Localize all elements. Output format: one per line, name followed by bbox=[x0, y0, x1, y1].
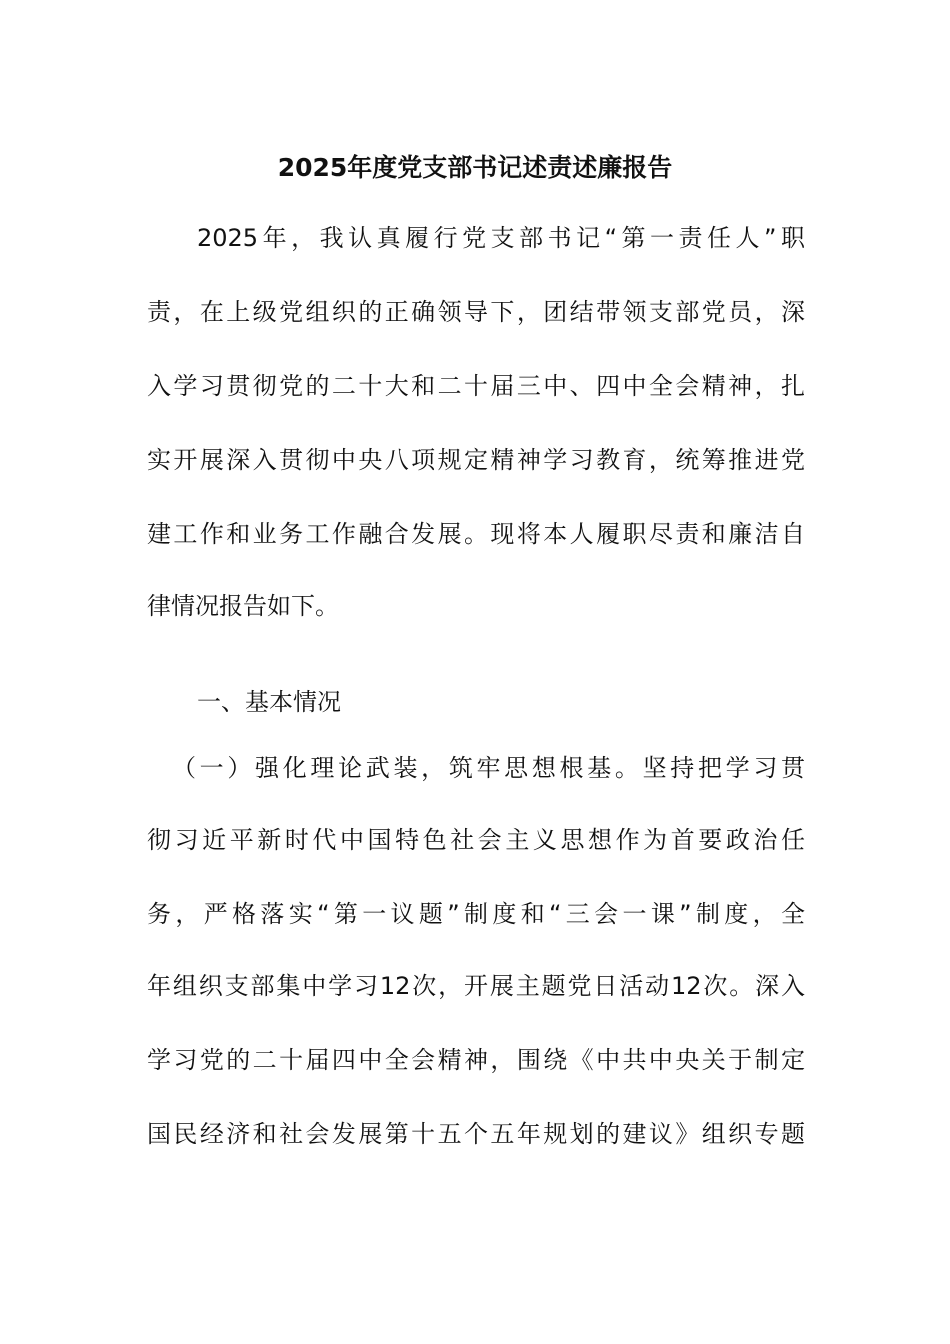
paragraph-line: 年组织支部集中学习12次，开展主题党日活动12次。深入 bbox=[147, 972, 805, 1000]
paragraph-line: 学习党的二十届四中全会精神，围绕《中共中央关于制定 bbox=[147, 1046, 805, 1074]
paragraph-line: 律情况报告如下。 bbox=[147, 592, 339, 620]
paragraph-line: 实开展深入贯彻中央八项规定精神学习教育，统筹推进党 bbox=[147, 446, 805, 474]
paragraph-line: （一）强化理论武装，筑牢思想根基。坚持把学习贯 bbox=[172, 754, 805, 782]
paragraph-line: 建工作和业务工作融合发展。现将本人履职尽责和廉洁自 bbox=[147, 520, 805, 548]
paragraph-line: 国民经济和社会发展第十五个五年规划的建议》组织专题 bbox=[147, 1120, 805, 1148]
paragraph-line: 责，在上级党组织的正确领导下，团结带领支部党员，深 bbox=[147, 298, 805, 326]
paragraph-line: 彻习近平新时代中国特色社会主义思想作为首要政治任 bbox=[147, 826, 805, 854]
paragraph-line: 2025年，我认真履行党支部书记“第一责任人”职 bbox=[197, 224, 805, 252]
document-title: 2025年度党支部书记述责述廉报告 bbox=[277, 153, 673, 182]
section-heading: 一、基本情况 bbox=[197, 688, 341, 716]
paragraph-line: 务，严格落实“第一议题”制度和“三会一课”制度，全 bbox=[147, 900, 805, 928]
paragraph-line: 入学习贯彻党的二十大和二十届三中、四中全会精神，扎 bbox=[147, 372, 805, 400]
